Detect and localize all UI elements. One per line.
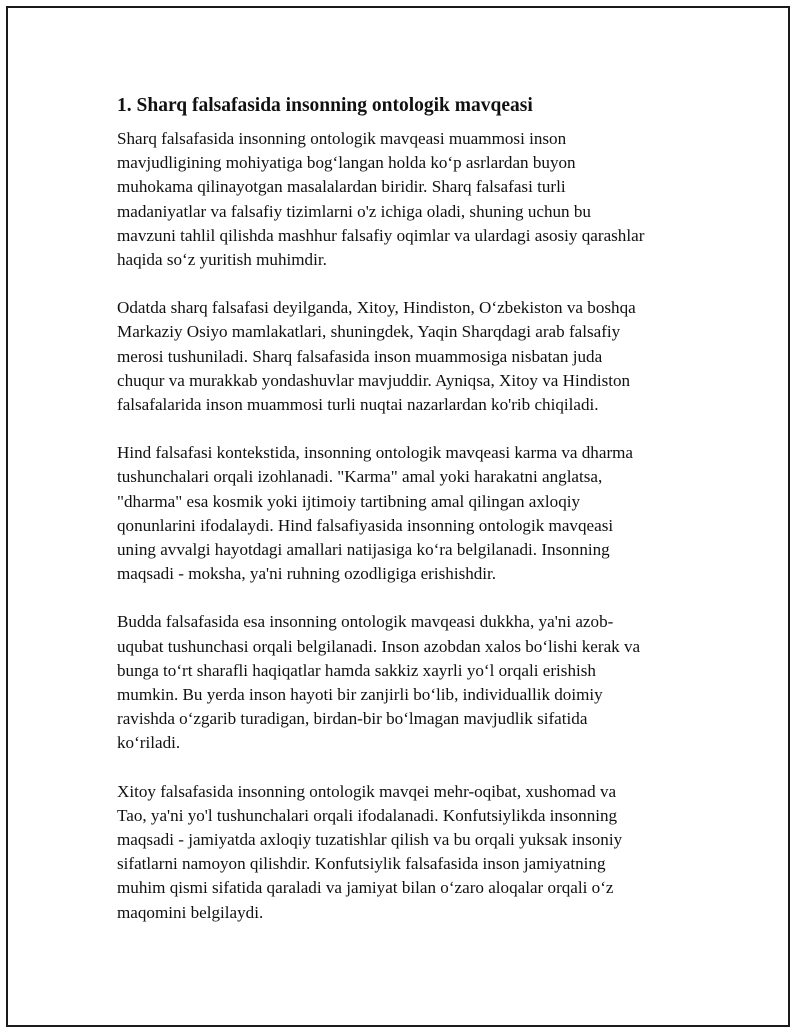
paragraph-line: mavzuni tahlil qilishda mashhur falsafiy oqimlar va ulardagi asosiy qarashlar: [117, 225, 645, 245]
section-heading: 1. Sharq falsafasida insonning ontologik mavqeasi: [117, 95, 533, 116]
paragraph-line: maqsadi - jamiyatda axloqiy tuzatishlar qilish va bu orqali yuksak insoniy: [117, 830, 623, 850]
paragraph-line: "dharma" esa kosmik yoki ijtimoiy tartibning amal qilingan axloqiy: [117, 491, 581, 511]
paragraph-line: mumkin. Bu yerda inson hayoti bir zanjirli bo‘lib, individuallik doimiy: [117, 685, 603, 705]
paragraph-2: [117, 296, 697, 417]
paragraph-line: falsafalarida inson muammosi turli nuqtai nazarlardan ko'rib chiqiladi.: [117, 395, 599, 415]
paragraph-line: Sharq falsafasida insonning ontologik mavqeasi muammosi inson: [117, 129, 567, 148]
paragraph-line: Xitoy falsafasida insonning ontologik mavqei mehr-oqibat, xushomad va: [117, 781, 617, 801]
paragraph-line: muhokama qilinayotgan masalalardan biridir. Sharq falsafasi turli: [117, 177, 566, 197]
paragraph-line: Tao, ya'ni yo'l tushunchalari orqali ifodalanadi. Konfutsiylikda insonning: [117, 805, 618, 825]
paragraph-line: madaniyatlar va falsafiy tizimlarni o'z ichiga oladi, shuning uchun bu: [117, 201, 591, 221]
paragraph-line: chuqur va murakkab yondashuvlar mavjuddir. Ayniqsa, Xitoy va Hindiston: [117, 370, 631, 390]
paragraph-line: tushunchalari orqali izohlanadi. "Karma" amal yoki harakatni anglatsa,: [117, 467, 603, 487]
paragraph-line: merosi tushuniladi. Sharq falsafasida inson muammosiga nisbatan juda: [117, 346, 603, 366]
paragraph-line: bunga to‘rt sharafli haqiqatlar hamda sakkiz xayrli yo‘l orqali erishish: [117, 660, 596, 680]
paragraph-line: uqubat tushunchasi orqali belgilanadi. Inson azobdan xalos bo‘lishi kerak va: [117, 636, 641, 656]
paragraph-line: sifatlarni namoyon qilishdir. Konfutsiylik falsafasida inson jamiyatning: [117, 854, 606, 874]
paragraph-line: Hind falsafasi kontekstida, insonning ontologik mavqeasi karma va dharma: [117, 443, 634, 463]
paragraph-5: [117, 780, 697, 925]
paragraph-3: [117, 441, 697, 586]
paragraph-line: ko‘riladi.: [117, 733, 181, 753]
paragraph-line: haqida so‘z yuritish muhimdir.: [117, 250, 327, 270]
paragraph-line: ravishda o‘zgarib turadigan, birdan-bir bo‘lmagan mavjudlik sifatida: [117, 709, 588, 729]
paragraph-line: maqsadi - moksha, ya'ni ruhning ozodligiga erishishdir.: [117, 564, 497, 584]
paragraph-line: qonunlarini ifodalaydi. Hind falsafiyasida insonning ontologik mavqeasi: [117, 515, 614, 535]
paragraph-line: Odatda sharq falsafasi deyilganda, Xitoy, Hindiston, O‘zbekiston va boshqa: [117, 298, 636, 318]
paragraph-line: Markaziy Osiyo mamlakatlari, shuningdek, Yaqin Sharqdagi arab falsafiy: [117, 322, 621, 342]
document-body: [117, 93, 697, 949]
paragraph-line: mavjudligining mohiyatiga bog‘langan holda ko‘p asrlardan buyon: [117, 153, 576, 173]
paragraph-line: maqomini belgilaydi.: [117, 902, 264, 922]
paragraph-line: uning avvalgi hayotdagi amallari natijasiga ko‘ra belgilanadi. Insonning: [117, 540, 610, 560]
paragraph-1: [117, 127, 697, 272]
paragraph-line: Budda falsafasida esa insonning ontologik mavqeasi dukkha, ya'ni azob-: [117, 612, 614, 632]
paragraph-line: muhim qismi sifatida qaraladi va jamiyat bilan o‘zaro aloqalar orqali o‘z: [117, 878, 614, 898]
paragraph-4: [117, 610, 697, 755]
